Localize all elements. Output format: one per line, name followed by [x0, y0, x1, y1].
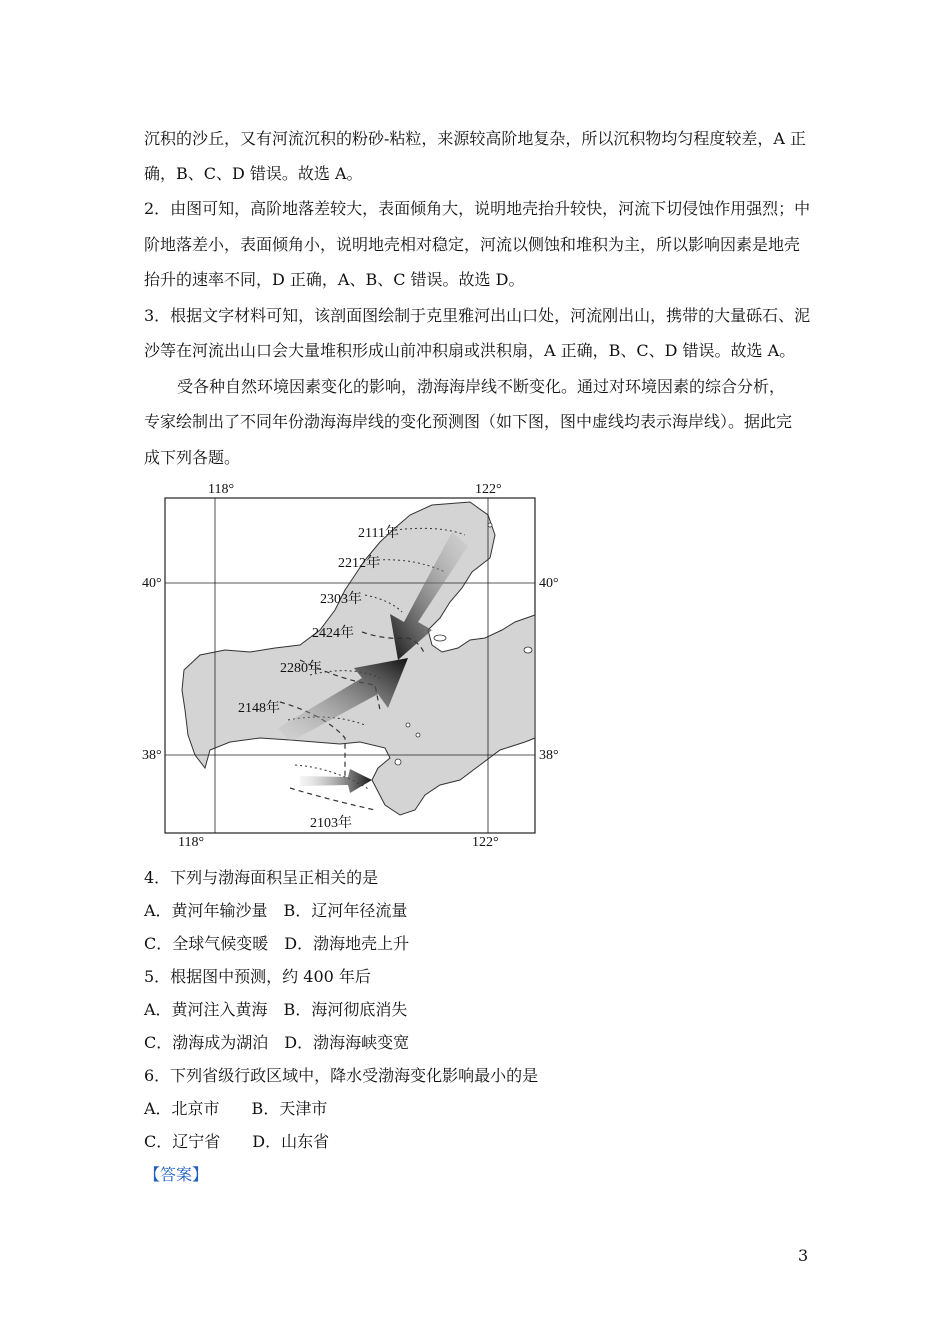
- lon-label-122-bottom: 122°: [472, 835, 499, 850]
- lon-label-122-top: 122°: [475, 482, 502, 497]
- intro-paragraph: 受各种自然环境因素变化的影响，渤海海岸线不断变化。通过对环境因素的综合分析，: [177, 377, 786, 396]
- year-label: 2103年: [310, 816, 352, 831]
- year-label: 2424年: [312, 626, 354, 641]
- question-6-stem: 6．下列省级行政区域中，降水受渤海变化影响最小的是: [144, 1066, 539, 1085]
- question-6-options-ab: A．北京市 B．天津市: [144, 1099, 328, 1118]
- year-label: 2148年: [238, 701, 280, 716]
- lat-label-40-left: 40°: [142, 576, 162, 591]
- question-4-options-ab: A．黄河年输沙量 B．辽河年径流量: [144, 901, 408, 920]
- year-label: 2303年: [320, 592, 362, 607]
- answer-label: 【答案】: [144, 1165, 209, 1184]
- lat-label-40-right: 40°: [539, 576, 559, 591]
- year-label: 2212年: [338, 556, 380, 571]
- bohai-coastline-map: [140, 480, 570, 850]
- question-5-options-ab: A．黄河注入黄海 B．海河彻底消失: [144, 1000, 408, 1019]
- lon-label-118-bottom: 118°: [178, 835, 205, 850]
- page-number: 3: [798, 1246, 809, 1265]
- question-5-options-cd: C．渤海成为湖泊 D．渤海海峡变宽: [144, 1033, 410, 1052]
- paragraph-line: 阶地落差小，表面倾角小，说明地壳相对稳定，河流以侧蚀和堆积为主，所以影响因素是地壳: [144, 235, 801, 254]
- question-4-stem: 4．下列与渤海面积呈正相关的是: [144, 868, 379, 887]
- question-5-stem: 5．根据图中预测，约 400 年后: [144, 967, 371, 986]
- lat-label-38-right: 38°: [539, 748, 559, 763]
- year-label: 2111年: [358, 526, 399, 541]
- lat-label-38-left: 38°: [142, 748, 162, 763]
- paragraph-line: 沉积的沙丘，又有河流沉积的粉砂-粘粒，来源较高阶地复杂，所以沉积物均匀程度较差，A 正: [144, 129, 807, 148]
- lon-label-118-top: 118°: [208, 482, 235, 497]
- year-label: 2280年: [280, 661, 322, 676]
- paragraph-line: 专家绘制出了不同年份渤海海岸线的变化预测图（如下图，图中虚线均表示海岸线）。据此完: [144, 412, 793, 431]
- paragraph-line: 3．根据文字材料可知，该剖面图绘制于克里雅河出山口处，河流刚出山，携带的大量砾石、泥: [144, 306, 811, 325]
- question-4-options-cd: C．全球气候变暖 D．渤海地壳上升: [144, 934, 410, 953]
- paragraph-line: 2．由图可知，高阶地落差较大，表面倾角大，说明地壳抬升较快，河流下切侵蚀作用强烈；中: [144, 199, 811, 218]
- paragraph-line: 确，B、C、D 错误。故选 A。: [144, 164, 363, 183]
- paragraph-line: 成下列各题。: [144, 448, 241, 467]
- question-6-options-cd: C．辽宁省 D．山东省: [144, 1132, 330, 1151]
- paragraph-line: 抬升的速率不同，D 正确，A、B、C 错误。故选 D。: [144, 270, 525, 289]
- paragraph-line: 沙等在河流出山口会大量堆积形成山前冲积扇或洪积扇，A 正确，B、C、D 错误。故选 A。: [144, 341, 796, 360]
